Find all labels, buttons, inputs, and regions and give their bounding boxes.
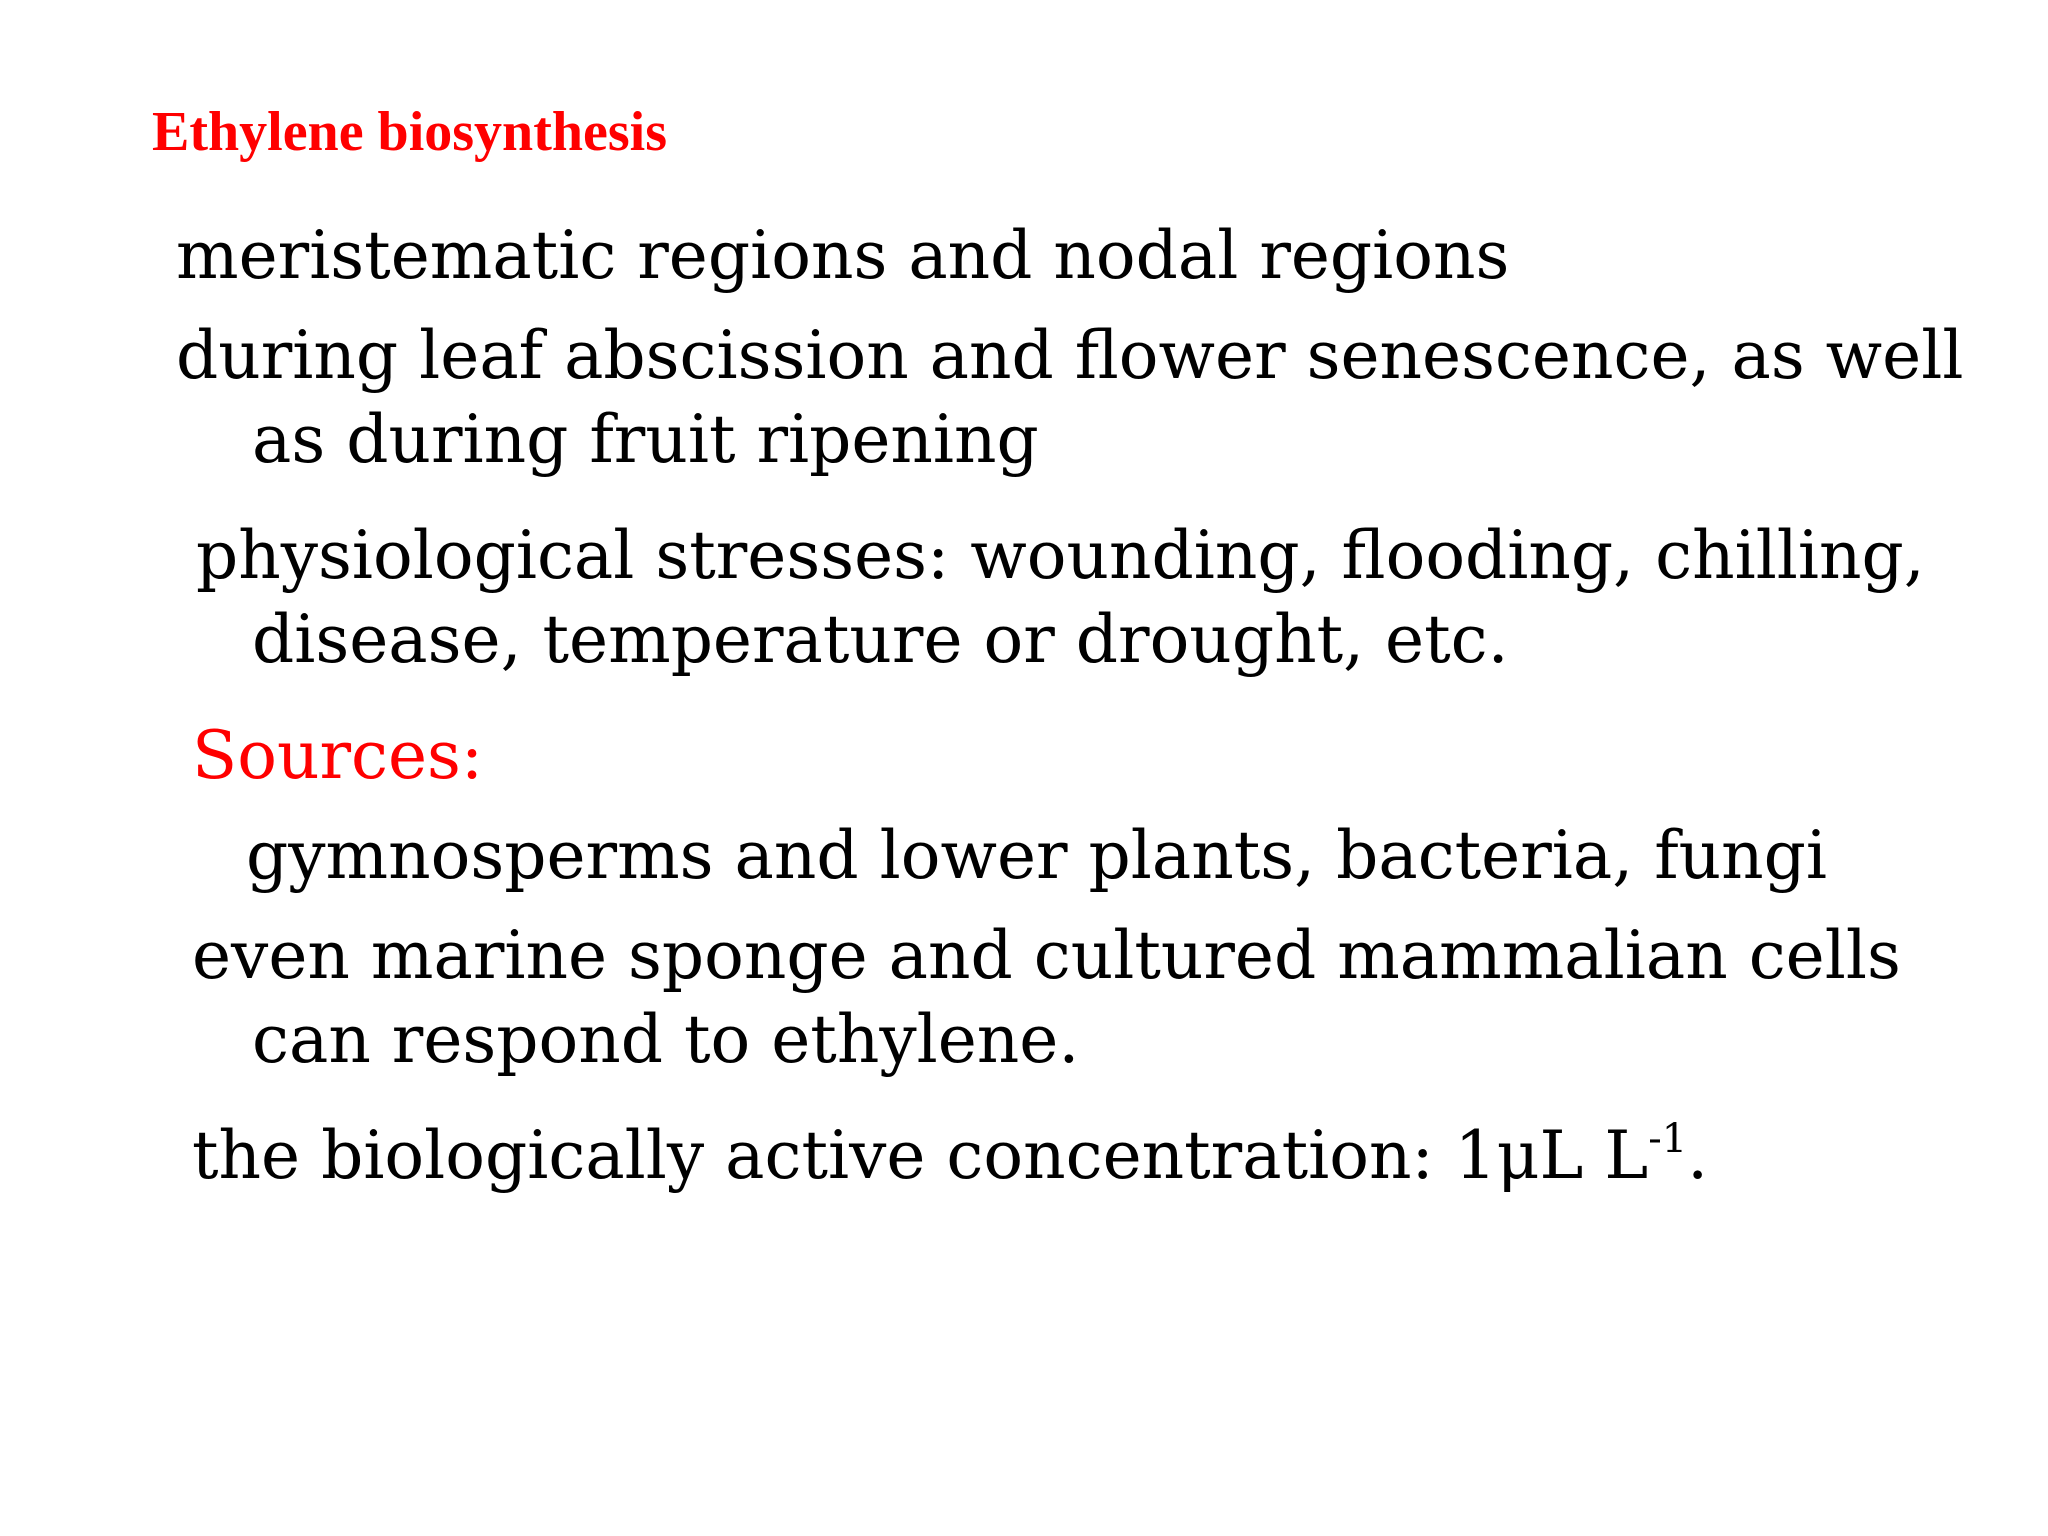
sources-heading [192, 714, 483, 798]
text-gymnosperms-line: gymnosperms and lower plants, bacteria, fungi [246, 817, 1828, 894]
text-stresses-line: physiological stresses: wounding, flooding, chilling, [196, 517, 1925, 594]
text-gymnosperms [246, 814, 1827, 898]
text-marine-sponge-line: even marine sponge and cultured mammalian cells [192, 917, 1901, 994]
text-marine-sponge [192, 914, 1901, 1082]
text-abscission-cont: as during fruit ripening [252, 401, 1039, 478]
text-meristematic-line: meristematic regions and nodal regions [176, 217, 1510, 294]
concentration-period: . [1687, 1117, 1709, 1194]
text-abscission-line: during leaf abscission and flower senescence, as well [176, 317, 1964, 394]
slide-title: Ethylene biosynthesis [152, 101, 667, 163]
text-abscission [176, 314, 1963, 482]
sources-heading-text: Sources: [192, 717, 484, 794]
text-marine-sponge-cont: can respond to ethylene. [252, 1001, 1080, 1078]
text-stresses-cont: disease, temperature or drought, etc. [252, 601, 1509, 678]
concentration-exponent: -1 [1648, 1116, 1688, 1162]
text-stresses [196, 514, 1925, 682]
text-concentration [192, 1114, 1708, 1198]
text-meristematic [176, 214, 1509, 298]
text-concentration-line: the biologically active concentration: 1μL L [192, 1117, 1649, 1194]
